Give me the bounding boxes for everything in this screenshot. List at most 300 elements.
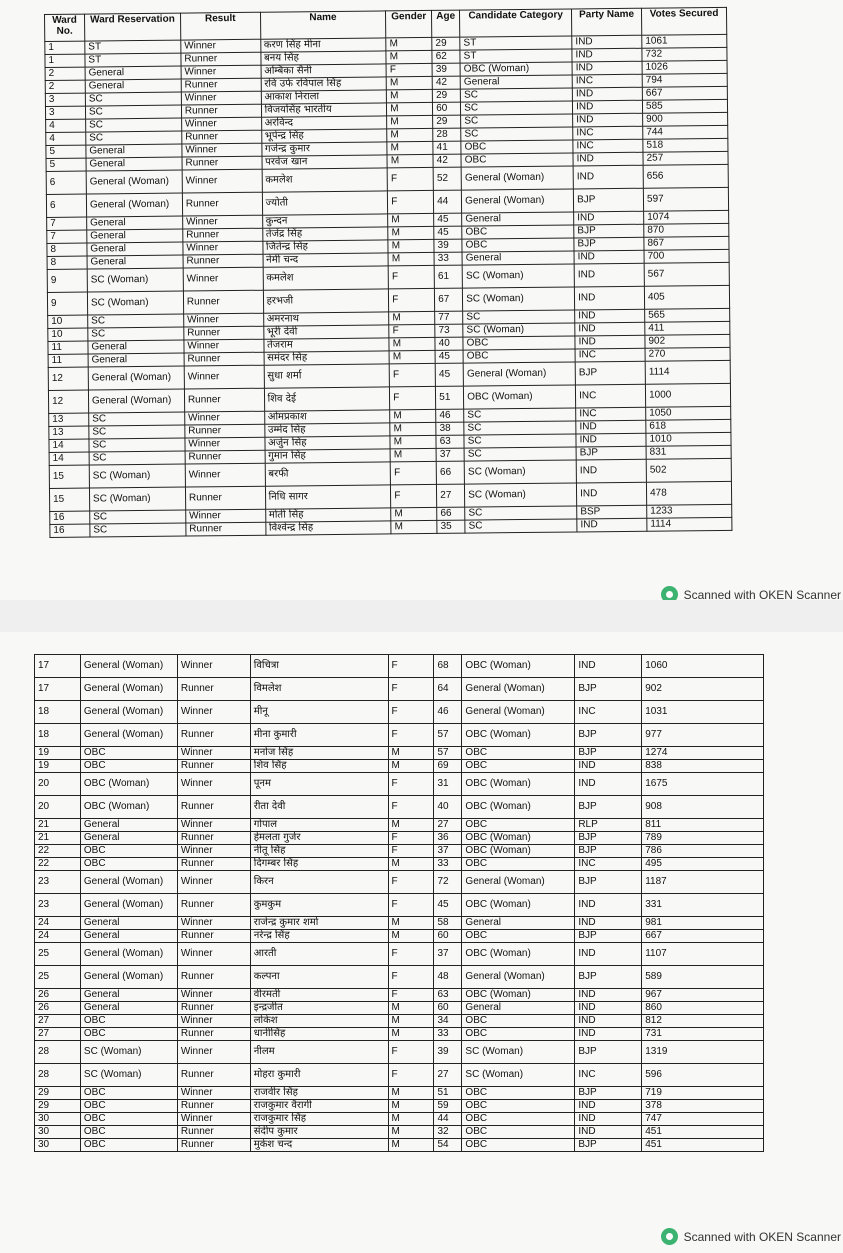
party-name-cell: IND (575, 655, 642, 678)
ward-reservation-cell: SC (Woman) (89, 487, 185, 511)
age-cell: 64 (434, 678, 462, 701)
age-cell: 48 (434, 966, 462, 989)
result-cell: Winner (184, 365, 264, 389)
result-cell: Winner (183, 241, 263, 255)
ward-no-cell: 23 (35, 871, 81, 894)
votes-secured-cell: 331 (642, 894, 764, 917)
party-name-cell: IND (576, 433, 646, 447)
result-cell: Runner (181, 52, 261, 66)
ward-reservation-cell: OBC (80, 1015, 177, 1028)
gender-cell: F (388, 894, 434, 917)
age-cell: 36 (434, 832, 462, 845)
votes-secured-cell: 902 (645, 334, 730, 348)
ward-reservation-cell: General (Woman) (80, 678, 177, 701)
result-cell: Runner (184, 326, 264, 340)
age-cell: 33 (434, 252, 462, 265)
votes-secured-cell: 1031 (642, 701, 764, 724)
party-name-cell: IND (575, 773, 642, 796)
gender-cell: M (388, 930, 434, 943)
candidate-category-cell: OBC (462, 760, 575, 773)
party-name-cell: IND (575, 943, 642, 966)
party-name-cell: BJP (575, 796, 642, 819)
votes-secured-cell: 870 (644, 223, 729, 237)
ward-no-cell: 29 (35, 1087, 81, 1100)
table-row (35, 1002, 764, 1015)
ward-no-cell: 22 (35, 858, 81, 871)
age-cell: 72 (434, 871, 462, 894)
candidate-name-cell: जितेन्द्र सिंह (262, 240, 388, 254)
candidate-name-cell: ज्योती (262, 191, 388, 215)
party-name-cell: BJP (576, 446, 646, 460)
ward-no-cell: 2 (45, 80, 85, 93)
candidate-category-cell: General (462, 212, 574, 226)
gender-cell: M (387, 154, 433, 167)
table-row (35, 989, 764, 1002)
ward-reservation-cell: General (80, 989, 177, 1002)
ward-no-cell: 22 (35, 845, 81, 858)
candidate-name-cell: हेमलता गुर्जर (250, 832, 388, 845)
result-cell: Runner (177, 1139, 250, 1152)
party-name-cell: BJP (575, 747, 642, 760)
gender-cell: M (387, 141, 433, 154)
candidate-name-cell: संदीप कुमार (250, 1126, 388, 1139)
gender-cell: M (387, 102, 433, 115)
age-cell: 27 (434, 1064, 462, 1087)
ward-no-cell: 14 (49, 439, 89, 452)
ward-no-cell: 2 (45, 67, 85, 80)
age-cell: 52 (433, 167, 461, 190)
ward-no-cell: 27 (35, 1028, 81, 1041)
votes-secured-cell: 719 (642, 1087, 764, 1100)
age-cell: 29 (432, 37, 460, 50)
candidate-category-cell: OBC (Woman) (462, 832, 575, 845)
party-name-cell: IND (575, 1126, 642, 1139)
ward-no-cell: 18 (35, 724, 81, 747)
gender-cell: M (388, 819, 434, 832)
ward-reservation-cell: General (Woman) (88, 366, 184, 390)
candidate-name-cell: मीनू (250, 701, 388, 724)
result-cell: Winner (177, 819, 250, 832)
candidate-name-cell: मोती सिंह (265, 508, 391, 522)
ward-no-cell: 26 (35, 1002, 81, 1015)
ward-reservation-cell: OBC (80, 747, 177, 760)
votes-secured-cell: 1060 (642, 655, 764, 678)
ward-no-cell: 13 (49, 426, 89, 439)
age-cell: 29 (433, 115, 461, 128)
results-table-page-1 (44, 7, 732, 538)
header-party-name: Party Name (572, 8, 642, 36)
candidate-category-cell: SC (Woman) (463, 323, 575, 337)
votes-secured-cell: 411 (645, 321, 730, 335)
ward-no-cell: 11 (48, 341, 88, 354)
age-cell: 60 (433, 102, 461, 115)
gender-cell: F (388, 190, 434, 213)
ward-no-cell: 6 (46, 194, 86, 217)
candidate-category-cell: General (Woman) (462, 871, 575, 894)
votes-secured-cell: 967 (642, 989, 764, 1002)
table-row (35, 1139, 764, 1152)
candidate-name-cell: नीलम (250, 1041, 388, 1064)
ward-reservation-cell: General (85, 79, 181, 93)
result-cell: Runner (185, 424, 265, 438)
candidate-name-cell: परवेज खान (262, 155, 388, 169)
ward-reservation-cell: SC (89, 451, 185, 465)
candidate-name-cell: राजवीर सिंह (250, 1087, 388, 1100)
votes-secured-cell: 1026 (642, 60, 727, 74)
votes-secured-cell: 831 (646, 445, 731, 459)
gender-cell: M (388, 226, 434, 239)
candidate-category-cell: General (Woman) (462, 701, 575, 724)
party-name-cell: BJP (575, 845, 642, 858)
gender-cell: M (388, 1015, 434, 1028)
gender-cell: M (388, 1087, 434, 1100)
votes-secured-cell: 1114 (645, 360, 730, 384)
result-cell: Winner (181, 91, 261, 105)
votes-secured-cell: 502 (646, 458, 731, 482)
result-cell: Winner (177, 773, 250, 796)
candidate-category-cell: OBC (462, 858, 575, 871)
candidate-category-cell: SC (461, 114, 573, 128)
age-cell: 63 (434, 989, 462, 1002)
candidate-name-cell: आकाश निराला (261, 90, 387, 104)
ward-no-cell: 1 (45, 54, 85, 67)
party-name-cell: IND (575, 917, 642, 930)
ward-no-cell: 17 (35, 655, 81, 678)
header-name: Name (260, 11, 386, 39)
votes-secured-cell: 495 (642, 858, 764, 871)
age-cell: 37 (434, 845, 462, 858)
age-cell: 54 (434, 1139, 462, 1152)
result-cell: Winner (177, 1015, 250, 1028)
candidate-name-cell: अर्जुन सिंह (265, 436, 391, 450)
result-cell: Runner (177, 930, 250, 943)
ward-no-cell: 3 (45, 106, 85, 119)
ward-reservation-cell: SC (86, 118, 182, 132)
ward-no-cell: 11 (48, 354, 88, 367)
table-body-page-2 (35, 655, 764, 1152)
candidate-name-cell: कुन्दन (262, 214, 388, 228)
result-cell: Runner (177, 966, 250, 989)
party-name-cell: IND (575, 1113, 642, 1126)
age-cell: 46 (436, 409, 464, 422)
table-row (35, 655, 764, 678)
result-cell: Winner (184, 313, 264, 327)
header-votes-secured: Votes Secured (641, 7, 726, 35)
age-cell: 35 (437, 520, 465, 533)
ward-no-cell: 9 (47, 269, 87, 292)
ward-reservation-cell: General (Woman) (80, 724, 177, 747)
votes-secured-cell: 1114 (647, 517, 732, 531)
ward-no-cell: 14 (49, 452, 89, 465)
candidate-category-cell: OBC (462, 819, 575, 832)
gender-cell: F (388, 796, 434, 819)
table-row (35, 930, 764, 943)
gender-cell: M (387, 115, 433, 128)
ward-reservation-cell: SC (85, 92, 181, 106)
votes-secured-cell: 977 (642, 724, 764, 747)
party-name-cell: IND (573, 113, 643, 127)
result-cell: Runner (184, 352, 264, 366)
gender-cell: M (388, 1113, 434, 1126)
candidate-name-cell: भूरी देवी (263, 325, 389, 339)
ward-reservation-cell: General (86, 144, 182, 158)
votes-secured-cell: 732 (642, 47, 727, 61)
age-cell: 31 (434, 773, 462, 796)
gender-cell: F (388, 1041, 434, 1064)
gender-cell: F (388, 989, 434, 1002)
table-row (35, 966, 764, 989)
votes-secured-cell: 700 (644, 249, 729, 263)
ward-reservation-cell: SC (89, 412, 185, 426)
result-cell: Winner (177, 1087, 250, 1100)
ward-reservation-cell: ST (85, 53, 181, 67)
ward-no-cell: 16 (50, 524, 90, 537)
table-row (35, 943, 764, 966)
gender-cell: M (388, 239, 434, 252)
gender-cell: F (390, 386, 436, 409)
result-cell: Winner (177, 845, 250, 858)
party-name-cell: BJP (575, 1139, 642, 1152)
party-name-cell: IND (575, 322, 645, 336)
result-cell: Winner (184, 339, 264, 353)
result-cell: Runner (177, 858, 250, 871)
result-cell: Winner (177, 747, 250, 760)
votes-secured-cell: 405 (644, 285, 729, 309)
candidate-category-cell: SC (Woman) (463, 287, 575, 311)
votes-secured-cell: 585 (642, 99, 727, 113)
votes-secured-cell: 867 (644, 236, 729, 250)
result-cell: Runner (185, 450, 265, 464)
votes-secured-cell: 838 (642, 760, 764, 773)
scanned-page-2 (0, 632, 843, 1253)
ward-no-cell: 7 (47, 230, 87, 243)
scanner-watermark (661, 1228, 841, 1245)
party-name-cell: INC (573, 139, 643, 153)
result-cell: Runner (181, 78, 261, 92)
party-name-cell: INC (575, 858, 642, 871)
ward-no-cell: 30 (35, 1139, 81, 1152)
ward-no-cell: 12 (48, 367, 88, 390)
ward-reservation-cell: OBC (80, 1087, 177, 1100)
votes-secured-cell: 1074 (644, 210, 729, 224)
candidate-name-cell: नरेन्द्र सिंह (250, 930, 388, 943)
result-cell: Runner (177, 724, 250, 747)
scanner-label: Scanned with OKEN Scanner (683, 1229, 841, 1244)
candidate-category-cell: OBC (462, 930, 575, 943)
candidate-name-cell: बरफी (265, 462, 391, 486)
candidate-category-cell: General (460, 75, 572, 89)
ward-reservation-cell: SC (88, 327, 184, 341)
ward-no-cell: 8 (47, 256, 87, 269)
gender-cell: M (388, 1002, 434, 1015)
table-row (35, 1126, 764, 1139)
ward-no-cell: 30 (35, 1113, 81, 1126)
gender-cell: M (390, 435, 436, 448)
party-name-cell: BSP (577, 505, 647, 519)
votes-secured-cell: 1050 (646, 406, 731, 420)
ward-reservation-cell: SC (90, 510, 186, 524)
ward-reservation-cell: SC (88, 314, 184, 328)
votes-secured-cell: 1061 (642, 34, 727, 48)
age-cell: 51 (436, 386, 464, 409)
table-row (35, 1015, 764, 1028)
ward-no-cell: 7 (47, 217, 87, 230)
age-cell: 58 (434, 917, 462, 930)
candidate-category-cell: SC (465, 519, 577, 533)
party-name-cell: IND (572, 87, 642, 101)
party-name-cell: IND (572, 61, 642, 75)
votes-secured-cell: 1675 (642, 773, 764, 796)
result-cell: Runner (183, 290, 263, 314)
party-name-cell: BJP (575, 1087, 642, 1100)
ward-reservation-cell: General (Woman) (88, 389, 184, 413)
table-row (35, 845, 764, 858)
party-name-cell: BJP (575, 966, 642, 989)
ward-no-cell: 19 (35, 760, 81, 773)
scanner-logo-icon (661, 586, 678, 600)
ward-reservation-cell: SC (85, 105, 181, 119)
candidate-name-cell: सुधा शर्मा (264, 364, 390, 388)
candidate-name-cell: निधि सागर (265, 485, 391, 509)
result-cell: Winner (177, 989, 250, 1002)
votes-secured-cell: 378 (642, 1100, 764, 1113)
candidate-name-cell: बनय सिंह (260, 51, 386, 65)
party-name-cell: IND (576, 459, 646, 483)
votes-secured-cell: 1107 (642, 943, 764, 966)
candidate-category-cell: OBC (462, 1015, 575, 1028)
age-cell: 59 (434, 1100, 462, 1113)
party-name-cell: IND (574, 211, 644, 225)
age-cell: 40 (435, 337, 463, 350)
candidate-name-cell: विश्वेन्द्र सिंह (265, 521, 391, 535)
ward-no-cell: 3 (45, 93, 85, 106)
gender-cell: F (388, 265, 434, 288)
candidate-category-cell: SC (464, 434, 576, 448)
result-cell: Winner (177, 943, 250, 966)
party-name-cell: IND (575, 989, 642, 1002)
votes-secured-cell: 270 (645, 347, 730, 361)
ward-reservation-cell: General (80, 917, 177, 930)
candidate-category-cell: SC (Woman) (462, 1041, 575, 1064)
votes-secured-cell: 478 (646, 481, 731, 505)
ward-no-cell: 20 (35, 796, 81, 819)
candidate-category-cell: OBC (462, 1087, 575, 1100)
candidate-category-cell: OBC (463, 336, 575, 350)
candidate-category-cell: SC (465, 506, 577, 520)
age-cell: 63 (436, 435, 464, 448)
age-cell: 66 (437, 507, 465, 520)
ward-reservation-cell: SC (Woman) (87, 291, 183, 315)
candidate-name-cell: पूनम (250, 773, 388, 796)
votes-secured-cell: 786 (642, 845, 764, 858)
votes-secured-cell: 1187 (642, 871, 764, 894)
candidate-name-cell: मोहरा कुमारी (250, 1064, 388, 1087)
party-name-cell: RLP (575, 819, 642, 832)
gender-cell: M (390, 422, 436, 435)
candidate-category-cell: SC (Woman) (462, 264, 574, 288)
age-cell: 39 (434, 1041, 462, 1064)
votes-secured-cell: 731 (642, 1028, 764, 1041)
votes-secured-cell: 789 (642, 832, 764, 845)
candidate-name-cell: नीतू सिंह (250, 845, 388, 858)
scanner-logo-icon (661, 1228, 678, 1245)
ward-reservation-cell: OBC (80, 760, 177, 773)
candidate-name-cell: समंदर सिंह (264, 351, 390, 365)
age-cell: 45 (434, 894, 462, 917)
gender-cell: F (388, 1064, 434, 1087)
ward-no-cell: 30 (35, 1126, 81, 1139)
age-cell: 39 (434, 239, 462, 252)
gender-cell: F (387, 167, 433, 190)
votes-secured-cell: 1274 (642, 747, 764, 760)
party-name-cell: IND (572, 48, 642, 62)
party-name-cell: IND (573, 165, 643, 189)
gender-cell: M (387, 89, 433, 102)
gender-cell: M (388, 213, 434, 226)
age-cell: 66 (436, 461, 464, 484)
gender-cell: F (389, 324, 435, 337)
ward-no-cell: 4 (46, 119, 86, 132)
gender-cell: F (388, 832, 434, 845)
age-cell: 45 (435, 350, 463, 363)
result-cell: Winner (185, 437, 265, 451)
candidate-category-cell: OBC (462, 1100, 575, 1113)
candidate-name-cell: इन्द्रजीत (250, 1002, 388, 1015)
result-cell: Runner (177, 1126, 250, 1139)
candidate-name-cell: अरविन्द (261, 116, 387, 130)
gender-cell: M (388, 1100, 434, 1113)
age-cell: 46 (434, 701, 462, 724)
party-name-cell: IND (575, 1028, 642, 1041)
ward-no-cell: 20 (35, 773, 81, 796)
candidate-category-cell: SC (Woman) (462, 1064, 575, 1087)
age-cell: 67 (435, 288, 463, 311)
party-name-cell: INC (575, 1064, 642, 1087)
ward-no-cell: 10 (48, 328, 88, 341)
gender-cell: M (388, 760, 434, 773)
party-name-cell: BJP (575, 724, 642, 747)
candidate-name-cell: वीरमती (250, 989, 388, 1002)
votes-secured-cell: 618 (646, 419, 731, 433)
ward-reservation-cell: OBC (80, 845, 177, 858)
ward-reservation-cell: General (Woman) (80, 966, 177, 989)
result-cell: Runner (177, 796, 250, 819)
gender-cell: M (388, 1028, 434, 1041)
party-name-cell: BJP (574, 237, 644, 251)
candidate-category-cell: General (Woman) (462, 966, 575, 989)
gender-cell: M (390, 448, 436, 461)
candidate-name-cell: नेमी चन्द (263, 253, 389, 267)
votes-secured-cell: 1010 (646, 432, 731, 446)
age-cell: 68 (434, 655, 462, 678)
ward-no-cell: 24 (35, 930, 81, 943)
candidate-name-cell: विमलेश (250, 678, 388, 701)
party-name-cell: BJP (575, 361, 645, 385)
result-cell: Runner (177, 1064, 250, 1087)
votes-secured-cell: 812 (642, 1015, 764, 1028)
candidate-category-cell: General (Woman) (463, 362, 575, 386)
header-candidate-category: Candidate Category (460, 9, 572, 37)
ward-reservation-cell: General (88, 353, 184, 367)
age-cell: 51 (434, 1087, 462, 1100)
result-cell: Runner (183, 228, 263, 242)
votes-secured-cell: 597 (643, 187, 728, 211)
age-cell: 37 (434, 943, 462, 966)
age-cell: 60 (434, 930, 462, 943)
page-divider (0, 600, 843, 632)
candidate-category-cell: General (Woman) (462, 189, 574, 213)
candidate-name-cell: राजकुमार वैरागी (250, 1100, 388, 1113)
